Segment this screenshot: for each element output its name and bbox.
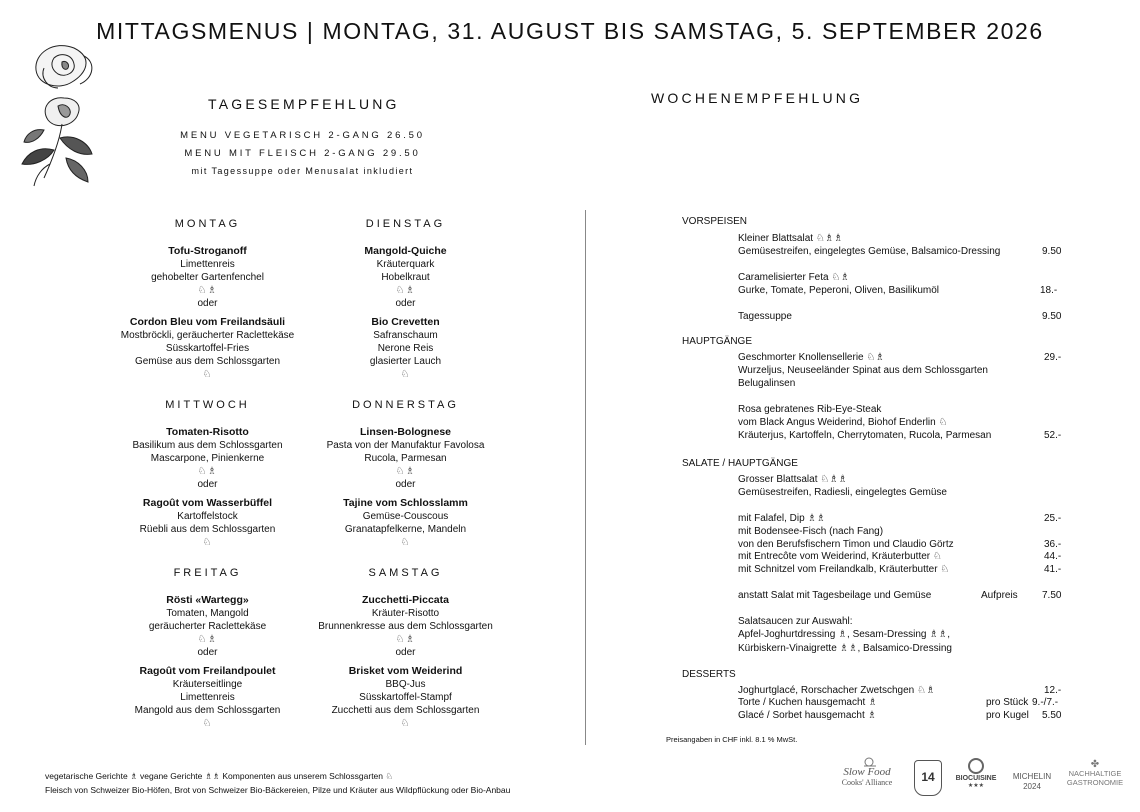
page-title: MITTAGSMENUS | MONTAG, 31. AUGUST BIS SAMSTAG, 5. SEPTEMBER 2026 (96, 18, 1044, 44)
michelin-text: MICHELIN (1012, 772, 1052, 781)
bio-text: BIO (955, 775, 969, 782)
dish-1-title: Zucchetti-Piccata (362, 594, 449, 606)
dessert-1-price: 12.- (1044, 685, 1062, 696)
footer-legend: vegetarische Gerichte ♗ vegane Gerichte ♗♗ Komponenten aus unserem Schlossgarten ♘ (45, 771, 393, 781)
hauptgang-2-desc2: Kräuterjus, Kartoffeln, Cherrytomaten, Rucola, Parmesan (738, 430, 992, 441)
dish-1-icons: ♘♗ (395, 466, 416, 477)
hauptgang-2-desc1: vom Black Angus Weiderind, Biohof Enderlin ♘ (738, 417, 948, 428)
dish-1-line: geräucherter Raclettekäse (148, 621, 267, 632)
salate-heading: SALATE / HAUPTGÄNGE (682, 458, 798, 469)
bio-stars: ★★★ (967, 783, 985, 789)
dish-1-icons: ♘♗ (395, 634, 416, 645)
dish-1-icons: ♘♗ (395, 285, 416, 296)
dish-1-line: Pasta von der Manufaktur Favolosa (326, 440, 485, 451)
vorspeise-1-desc: Gemüsestreifen, eingelegtes Gemüse, Balsamico-Dressing (738, 246, 1001, 257)
dessert-3-price: 5.50 (1042, 710, 1062, 721)
hauptgang-1-name: Geschmorter Knollensellerie ♘♗ (738, 352, 885, 363)
dessert-2-price: 9.-/7.- (1032, 697, 1059, 708)
dish-1-line: Tomaten, Mangold (166, 608, 249, 619)
oder-separator: oder (395, 298, 416, 309)
dish-1-icons: ♘♗ (197, 285, 218, 296)
salat-1-desc: Gemüsestreifen, Radiesli, eingelegtes Gemüse (738, 487, 947, 498)
dish-2-icons: ♘ (400, 537, 411, 548)
dessert-3-unit: pro Kugel (986, 710, 1029, 721)
dish-1-title: Tofu-Stroganoff (168, 245, 247, 257)
dessert-1: Joghurtglacé, Rorschacher Zwetschgen ♘♗ (738, 685, 935, 696)
oder-separator: oder (395, 647, 416, 658)
oder-separator: oder (197, 647, 218, 658)
dish-2-line: Gemüse-Couscous (362, 511, 449, 522)
oder-separator: oder (197, 298, 218, 309)
nachhaltige-text: NACHHALTIGE (1068, 769, 1122, 778)
michelin-logo (1008, 772, 1056, 792)
salat-aufpreis-label: Aufpreis (981, 590, 1018, 601)
dish-2-line: Granatapfelkerne, Mandeln (344, 524, 467, 535)
vorspeise-3-price: 9.50 (1042, 311, 1062, 322)
menu-vegetarisch: MENU VEGETARISCH 2-GANG 26.50 (180, 130, 425, 141)
dish-1-title: Linsen-Bolognese (359, 426, 451, 438)
salat-1-name: Grosser Blattsalat ♘♗♗ (738, 474, 848, 485)
dish-2-line: Rüebli aus dem Schlossgarten (139, 524, 276, 535)
dish-1-line: Rucola, Parmesan (364, 453, 447, 464)
wochenempfehlung-heading: WOCHENEMPFEHLUNG (651, 90, 864, 106)
hauptgaenge-heading: HAUPTGÄNGE (682, 336, 753, 347)
day-donnerstag (303, 399, 508, 549)
oder-separator: oder (197, 479, 218, 490)
column-divider (585, 210, 586, 745)
oder-separator: oder (395, 479, 416, 490)
day-heading: MITTWOCH (165, 399, 250, 411)
dish-2-line: BBQ-Jus (385, 679, 426, 690)
dish-1-icons: ♘♗ (197, 634, 218, 645)
snail-icon (863, 757, 877, 767)
vorspeise-3-name: Tagessuppe (738, 311, 792, 322)
dish-2-title: Tajine vom Schlosslamm (343, 497, 468, 509)
hauptgang-2-price: 52.- (1044, 430, 1062, 441)
dish-2-title: Ragoût vom Wasserbüffel (142, 497, 273, 509)
gault-millau-number: 14 (921, 770, 935, 784)
dish-2-title: Ragoût vom Freilandpoulet (139, 665, 276, 677)
footer-sources: Fleisch von Schweizer Bio-Höfen, Brot von Schweizer Bio-Bäckereien, Pilze und Kräuter aus Wildpflückung oder Bio-Anbau (45, 785, 511, 795)
dish-2-title: Brisket vom Weiderind (348, 665, 463, 677)
dish-1-title: Mangold-Quiche (364, 245, 447, 257)
tagesempfehlung-heading: TAGESEMPFEHLUNG (208, 96, 400, 112)
dish-2-line: Nerone Reis (377, 343, 434, 354)
hauptgang-1-desc1: Wurzeljus, Neuseeländer Spinat aus dem Schlossgarten (738, 365, 988, 376)
desserts-heading: DESSERTS (682, 669, 736, 680)
vorspeise-2-price: 18.- (1040, 285, 1058, 296)
dish-1-line: Mascarpone, Pinienkerne (150, 453, 265, 464)
day-heading: FREITAG (173, 567, 242, 579)
slow-food-logo (834, 766, 900, 787)
dish-1-icons: ♘♗ (197, 466, 218, 477)
day-heading: DIENSTAG (365, 218, 446, 230)
cuisine-text: CUISINE (968, 775, 997, 782)
dish-2-line: Limettenreis (180, 692, 235, 703)
menu-note: mit Tagessuppe oder Menusalat inkludiert (191, 166, 414, 176)
hauptgang-1-price: 29.- (1044, 352, 1062, 363)
vorspeise-1-name: Kleiner Blattsalat ♘♗♗ (738, 233, 843, 244)
day-samstag (303, 567, 508, 730)
vorspeise-1-price: 9.50 (1042, 246, 1062, 257)
saucen-line-2: Apfel-Joghurtdressing ♗, Sesam-Dressing ♗♗, (738, 629, 950, 640)
gastronomie-text: GASTRONOMIE (1066, 778, 1124, 787)
preis-note: Preisangaben in CHF inkl. 8.1 % MwSt. (666, 735, 798, 744)
dish-1-line: Limettenreis (180, 259, 235, 270)
dish-1-line: Hobelkraut (381, 272, 430, 283)
dish-2-title: Bio Crevetten (371, 316, 440, 328)
vorspeisen-heading: VORSPEISEN (682, 216, 748, 227)
michelin-year: 2024 (1023, 782, 1041, 791)
dish-2-icons: ♘ (400, 718, 411, 729)
dish-2-title: Cordon Bleu vom Freilandsäuli (129, 316, 286, 328)
dessert-2: Torte / Kuchen hausgemacht ♗ (738, 697, 878, 708)
salat-falafel-price: 25.- (1044, 513, 1062, 524)
gault-millau-logo (914, 760, 942, 796)
vorspeise-2-name: Caramelisierter Feta ♘♗ (738, 272, 850, 283)
dish-1-line: Basilikum aus dem Schlossgarten (132, 440, 283, 451)
dish-2-line: glasierter Lauch (369, 356, 442, 367)
salat-entrecote: mit Entrecôte vom Weiderind, Kräuterbutter ♘ (738, 551, 942, 562)
dessert-2-unit: pro Stück (986, 697, 1029, 708)
dish-1-line: Kräuter-Risotto (371, 608, 440, 619)
dish-2-line: Safranschaum (373, 330, 438, 341)
dish-2-line: Mostbröckli, geräucherter Raclettekäse (120, 330, 295, 341)
bio-cuisine-logo (953, 758, 999, 789)
day-heading: SAMSTAG (368, 567, 443, 579)
dish-2-line: Süsskartoffel-Fries (165, 343, 250, 354)
leaf-icon: ✤ (1090, 759, 1100, 770)
saucen-line-3: Kürbiskern-Vinaigrette ♗♗, Balsamico-Dressing (738, 643, 952, 654)
menu-fleisch: MENU MIT FLEISCH 2-GANG 29.50 (184, 148, 421, 159)
dish-2-icons: ♘ (400, 369, 411, 380)
day-dienstag (303, 218, 508, 381)
dessert-3: Glacé / Sorbet hausgemacht ♗ (738, 710, 877, 721)
saucen-line-1: Salatsaucen zur Auswahl: (738, 616, 853, 627)
salat-entrecote-price: 44.- (1044, 551, 1062, 562)
day-freitag (105, 567, 310, 730)
salat-falafel: mit Falafel, Dip ♗♗ (738, 513, 826, 524)
dish-2-line: Mangold aus dem Schlossgarten (134, 705, 281, 716)
hauptgang-2-name: Rosa gebratenes Rib-Eye-Steak (738, 404, 882, 415)
dish-1-title: Rösti «Wartegg» (166, 594, 249, 606)
dish-2-line: Kräuterseitlinge (172, 679, 243, 690)
vorspeise-2-desc: Gurke, Tomate, Peperoni, Oliven, Basilikumöl (738, 285, 940, 296)
nachhaltige-gastronomie-logo (1062, 760, 1128, 787)
hauptgang-1-desc2: Belugalinsen (738, 378, 796, 389)
salat-fisch-2: von den Berufsfischern Timon und Claudio Görtz (738, 539, 954, 550)
dish-2-icons: ♘ (202, 718, 213, 729)
salat-anstatt: anstatt Salat mit Tagesbeilage und Gemüse (738, 590, 932, 601)
dish-1-line: gehobelter Gartenfenchel (151, 272, 264, 283)
day-montag (105, 218, 310, 381)
salat-schnitzel: mit Schnitzel vom Freilandkalb, Kräuterbutter ♘ (738, 564, 950, 575)
day-mittwoch (105, 399, 310, 549)
salat-fisch-price: 36.- (1044, 539, 1062, 550)
day-heading: MONTAG (174, 218, 241, 230)
dish-2-line: Gemüse aus dem Schlossgarten (134, 356, 281, 367)
slow-food-subtext: Cooks' Alliance (841, 778, 893, 787)
salat-schnitzel-price: 41.- (1044, 564, 1062, 575)
day-heading: DONNERSTAG (352, 399, 459, 411)
slow-food-text: Slow Food (843, 766, 891, 778)
dish-2-line: Kartoffelstock (177, 511, 238, 522)
dish-2-icons: ♘ (202, 369, 213, 380)
dish-2-line: Zucchetti aus dem Schlossgarten (331, 705, 480, 716)
dish-2-line: Süsskartoffel-Stampf (359, 692, 452, 703)
salat-fisch-1: mit Bodensee-Fisch (nach Fang) (738, 526, 884, 537)
salat-anstatt-price: 7.50 (1042, 590, 1062, 601)
dish-1-title: Tomaten-Risotto (166, 426, 249, 438)
rose-illustration-icon (14, 38, 124, 188)
dish-1-line: Brunnenkresse aus dem Schlossgarten (318, 621, 493, 632)
dish-1-line: Kräuterquark (376, 259, 435, 270)
dish-2-icons: ♘ (202, 537, 213, 548)
